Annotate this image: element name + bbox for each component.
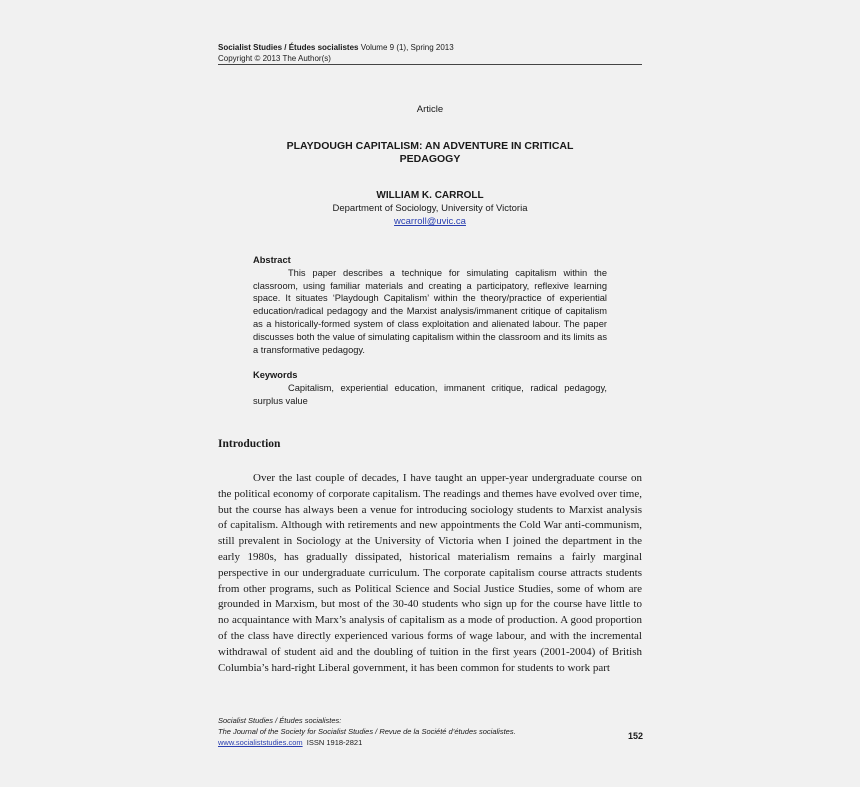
header-rule [218,64,642,65]
keywords-section [253,369,607,407]
introduction-heading: Introduction [218,438,281,450]
author-name: WILLIAM K. CARROLL [376,190,484,201]
author-email-link[interactable]: wcarroll@uvic.ca [394,216,466,227]
running-header [218,42,642,64]
volume-info: Volume 9 (1), Spring 2013 [360,43,454,52]
author-affiliation: Department of Sociology, University of Victoria [332,203,528,214]
footer-society-line: The Journal of the Society for Socialist Studies / Revue de la Société d’études socialistes. [218,727,516,736]
footer-journal-line: Socialist Studies / Études socialistes: [218,716,342,725]
keywords-heading: Keywords [253,370,298,380]
keywords-text: Capitalism, experiential education, immanent critique, radical pedagogy, surplus value [253,382,607,406]
article-title: PLAYDOUGH CAPITALISM: AN ADVENTURE IN CRITICAL PEDAGOGY [286,140,574,165]
journal-name: Socialist Studies / Études socialistes [218,43,359,52]
footer-issn: ISSN 1918-2821 [306,738,363,747]
abstract-text: This paper describes a technique for simulating capitalism within the classroom, using familiar materials and creating a participatory, reflexive learning space. It situates ‘Playdough Capitalism’ within the theory/practice of experiential education/radical pedagogy and the Marxist analysis/immanent critique of capitalism as a historically-formed system of class exploitation and alienated labour. The paper discusses both the value of simulating capitalism within the classroom and its limits as a transformative pedagogy. [253,267,607,355]
page-number: 152 [628,731,644,741]
abstract-heading: Abstract [253,255,291,265]
introduction-text: Over the last couple of decades, I have taught an upper-year undergraduate course on the political economy of corporate capitalism. The readings and themes have evolved over time, but the course has always been a venue for introducing sociology students to Marxist analysis of capitalism. Although with retirements and new appointments the Cold War anti-communism, still prevalent in Sociology at the University of Victoria when I joined the department in the early 1980s, has gradually dissipated, historical materialism remains a fairly marginal perspective in our undergraduate curriculum. The corporate capitalism course attracts students from other programs, such as Political Science and Social Justice Studies, some of whom are grounded in Marxism, but most of the 30-40 students who sign up for the course have little to no acquaintance with Marx’s analysis of capitalism as a mode of production. A good proportion of the class have directly experienced various forms of wage labour, and with the incremental withdrawal of student aid and the doubling of tuition in the first years (2001-2004) of British Columbia’s hard-right Liberal government, it has been common for students to work part [218,472,642,674]
copyright-line: Copyright © 2013 The Author(s) [218,54,331,63]
article-label: Article [416,104,444,115]
footer-website-link[interactable]: www.socialiststudies.com [218,738,303,747]
page-footer [218,715,618,748]
abstract-section [253,254,607,356]
